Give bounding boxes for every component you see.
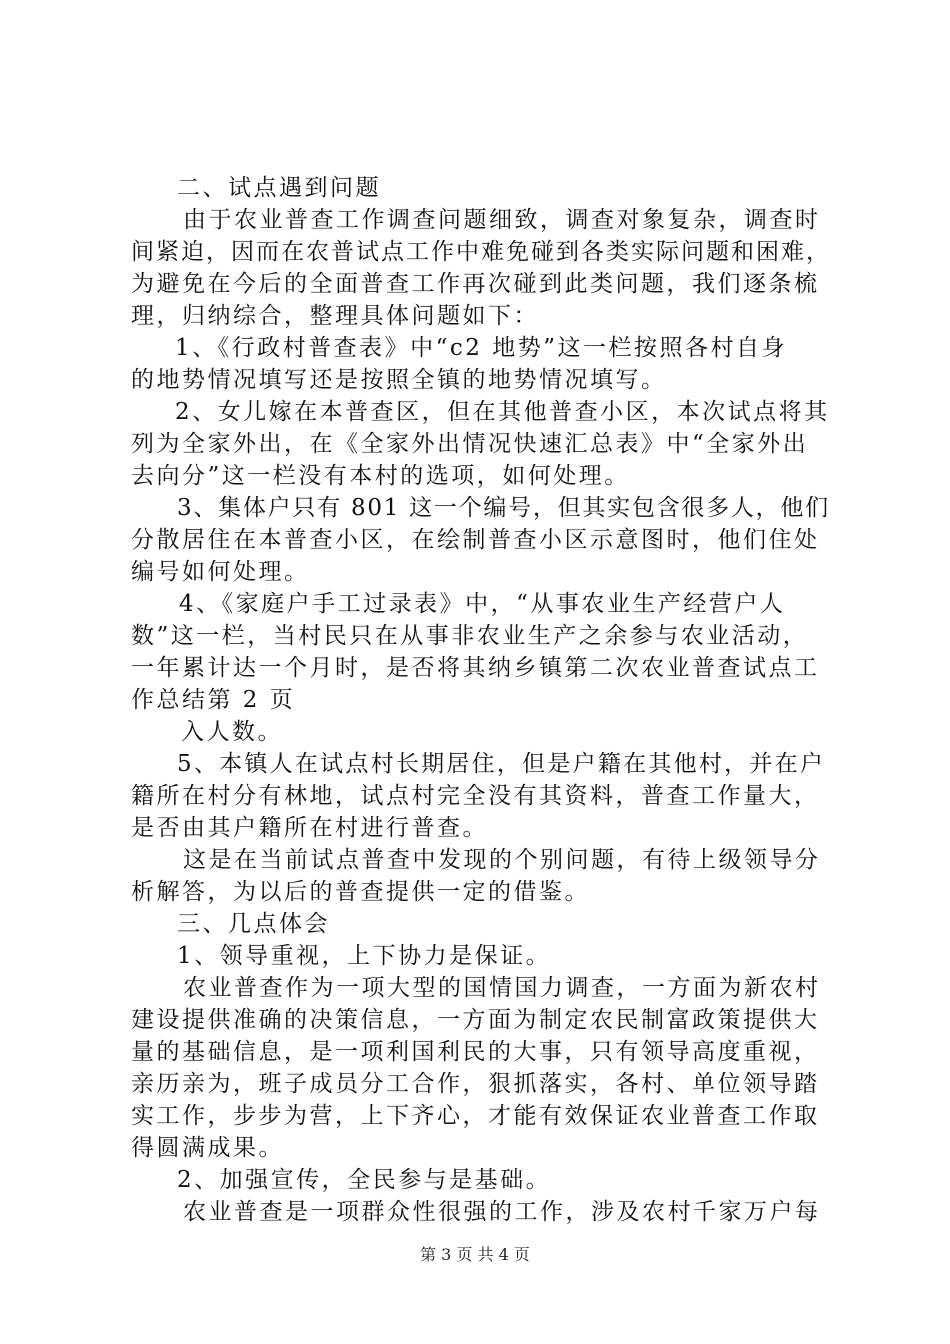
text-line: 的地势情况填写还是按照全镇的地势情况填写。: [131, 367, 667, 393]
text-line: 籍所在村分有林地，试点村完全没有其资料，普查工作量大，: [131, 783, 820, 809]
text-line: 一年累计达一个月时，是否将其纳乡镇第二次农业普查试点工: [131, 655, 820, 681]
text-line: 农业普查作为一项大型的国情国力调查，一方面为新农村: [183, 975, 821, 1001]
text-line: 农业普查是一项群众性很强的工作，涉及农村千家万户每: [183, 1199, 821, 1225]
text-line: 亲历亲为，班子成员分工合作，狠抓落实，各村、单位领导踏: [131, 1071, 820, 1097]
page-footer: 第 3 页 共 4 页: [420, 1245, 530, 1264]
text-line: 由于农业普查工作调查问题细致，调查对象复杂，调查时: [183, 207, 821, 233]
text-line: 建设提供准确的决策信息，一方面为制定农民制富政策提供大: [131, 1007, 820, 1033]
text-line: 1、领导重视，上下协力是保证。: [177, 943, 552, 969]
text-line: 作总结第 2 页: [131, 687, 296, 713]
text-line: 是否由其户籍所在村进行普查。: [131, 815, 488, 841]
text-line: 间紧迫，因而在农普试点工作中难免碰到各类实际问题和困难，: [131, 239, 831, 265]
text-line: 3、集体户只有 801 这一个编号，但其实包含很多人，他们: [177, 495, 830, 521]
text-line: 列为全家外出，在《全家外出情况快速汇总表》中“全家外出: [131, 431, 809, 457]
text-line: 5、本镇人在试点村长期居住，但是户籍在其他村，并在户: [177, 751, 826, 777]
text-line: 量的基础信息，是一项利国利民的大事，只有领导高度重视，: [131, 1039, 820, 1065]
text-line: 二、试点遇到问题: [177, 175, 381, 201]
text-line: 1、《行政村普查表》中“c2 地势”这一栏按照各村自身: [175, 335, 787, 361]
text-line: 去向分”这一栏没有本村的选项，如何处理。: [131, 463, 630, 489]
text-line: 析解答，为以后的普查提供一定的借鉴。: [131, 879, 590, 905]
text-line: 2、女儿嫁在本普查区，但在其他普查小区，本次试点将其: [175, 399, 830, 425]
text-line: 入人数。: [181, 719, 283, 745]
text-line: 2、加强宣传，全民参与是基础。: [177, 1167, 552, 1193]
text-line: 理，归纳综合，整理具体问题如下：: [131, 303, 539, 329]
document-body: [131, 172, 831, 1228]
text-line: 数”这一栏，当村民只在从事非农业生产之余参与农业活动，: [131, 623, 809, 649]
text-line: 实工作，步步为营，上下齐心，才能有效保证农业普查工作取: [131, 1103, 820, 1129]
text-line: 得圆满成果。: [131, 1135, 284, 1161]
text-line: 编号如何处理。: [131, 559, 310, 585]
text-line: 分散居住在本普查小区，在绘制普查小区示意图时，他们住处: [131, 527, 820, 553]
text-line: 4、《家庭户手工过录表》中，“从事农业生产经营户人: [179, 591, 786, 617]
text-line: 三、几点体会: [177, 911, 330, 937]
text-line: 这是在当前试点普查中发现的个别问题，有待上级领导分: [183, 847, 821, 873]
text-line: 为避免在今后的全面普查工作再次碰到此类问题，我们逐条梳: [131, 271, 820, 297]
